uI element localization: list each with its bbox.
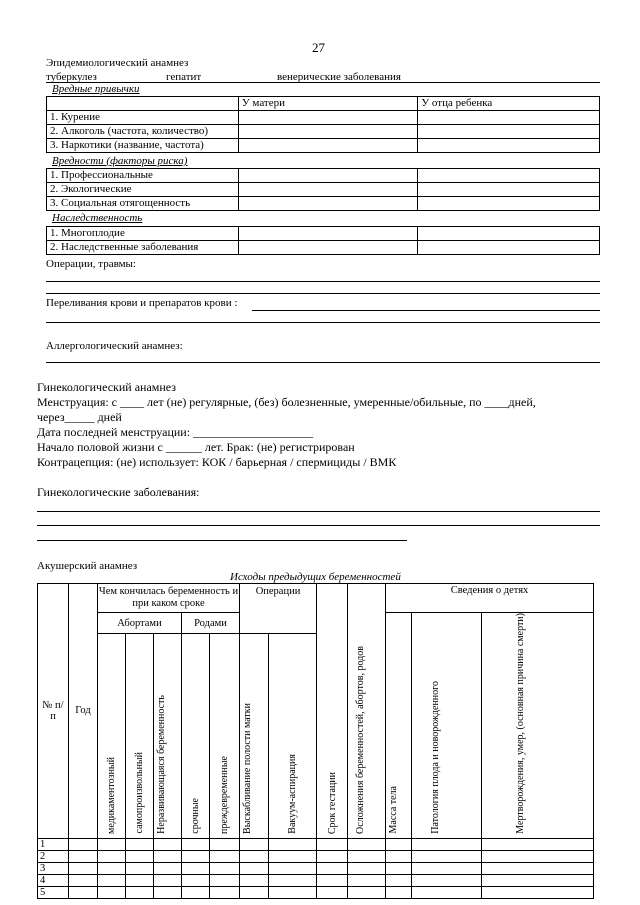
input-cell[interactable] xyxy=(182,838,210,850)
col-curettage-label: Выскабливание полости матки xyxy=(242,702,253,834)
input-cell[interactable] xyxy=(240,886,269,898)
input-cell[interactable] xyxy=(317,862,348,874)
input-cell[interactable] xyxy=(418,197,600,211)
col-curettage xyxy=(240,634,269,838)
hazards-section: Вредности (факторы риска) xyxy=(52,155,188,167)
input-cell[interactable] xyxy=(126,850,154,862)
input-cell[interactable] xyxy=(386,862,412,874)
input-cell[interactable] xyxy=(386,886,412,898)
gyn-title: Гинекологический анамнез xyxy=(37,380,177,394)
row-label: 3. Наркотики (название, частота) xyxy=(47,139,239,153)
input-cell[interactable] xyxy=(317,850,348,862)
input-cell[interactable] xyxy=(69,862,98,874)
input-cell[interactable] xyxy=(386,850,412,862)
transfusions-line-2[interactable] xyxy=(46,322,600,323)
col-complications-label: Осложнения беременностей, абортов, родов xyxy=(354,645,366,834)
input-cell[interactable] xyxy=(412,862,482,874)
habits-header-row xyxy=(47,97,600,111)
input-cell[interactable] xyxy=(182,874,210,886)
col-pathology-label: Патология плода и новорожденного xyxy=(429,680,441,834)
input-cell[interactable] xyxy=(126,874,154,886)
table-row xyxy=(38,874,594,886)
row-number: 3 xyxy=(38,862,69,874)
col-group-ops: Операции xyxy=(240,584,317,634)
input-cell[interactable] xyxy=(240,874,269,886)
operations-line-1[interactable] xyxy=(46,281,600,282)
table-row xyxy=(47,227,600,241)
allergy-line[interactable] xyxy=(46,362,600,363)
col-term xyxy=(182,634,210,838)
table-row xyxy=(38,886,594,898)
input-cell[interactable] xyxy=(269,886,317,898)
input-cell[interactable] xyxy=(348,850,386,862)
input-cell[interactable] xyxy=(348,886,386,898)
gyn-line-2[interactable] xyxy=(37,525,600,526)
row-label: 2. Алкоголь (частота, количество) xyxy=(47,125,239,139)
habits-table xyxy=(46,96,600,153)
input-cell[interactable] xyxy=(238,111,418,125)
input-cell[interactable] xyxy=(69,838,98,850)
transfusions-line-1[interactable] xyxy=(252,310,600,311)
input-cell[interactable] xyxy=(418,139,600,153)
table-row xyxy=(47,139,600,153)
gyn-menstruation: Менструация: с ____ лет (не) регулярные, (без) болезненные, умеренные/обильные, по ____дней, xyxy=(37,395,536,409)
input-cell[interactable] xyxy=(98,850,126,862)
transfusions-label: Переливания крови и препаратов крови : xyxy=(46,297,238,309)
input-cell[interactable] xyxy=(238,169,418,183)
gyn-diseases-label: Гинекологические заболевания: xyxy=(37,485,200,499)
col-preterm-label: преждевременные xyxy=(219,755,230,834)
input-cell[interactable] xyxy=(69,874,98,886)
row-label: 1. Многоплодие xyxy=(47,227,239,241)
habits-col-father: У отца ребенка xyxy=(418,97,600,111)
row-label: 3. Социальная отягощенность xyxy=(47,197,239,211)
input-cell[interactable] xyxy=(386,874,412,886)
row-number: 5 xyxy=(38,886,69,898)
input-cell[interactable] xyxy=(182,850,210,862)
input-cell[interactable] xyxy=(412,838,482,850)
obstetric-table xyxy=(37,583,594,899)
col-group-abort: Абортами xyxy=(98,613,182,634)
input-cell[interactable] xyxy=(126,886,154,898)
gyn-line-1[interactable] xyxy=(37,511,600,512)
operations-label: Операции, травмы: xyxy=(46,258,136,270)
input-cell[interactable] xyxy=(317,838,348,850)
input-cell[interactable] xyxy=(317,886,348,898)
input-cell[interactable] xyxy=(238,139,418,153)
row-number: 4 xyxy=(38,874,69,886)
table-row xyxy=(47,197,600,211)
input-cell[interactable] xyxy=(154,886,182,898)
col-spontaneous xyxy=(126,634,154,838)
table-row xyxy=(38,850,594,862)
table-row xyxy=(38,862,594,874)
gyn-contraception: Контрацепция: (не) использует: КОК / барьерная / спермициды / ВМК xyxy=(37,455,397,469)
input-cell[interactable] xyxy=(182,862,210,874)
input-cell[interactable] xyxy=(98,874,126,886)
input-cell[interactable] xyxy=(317,874,348,886)
allergy-label: Аллергологический анамнез: xyxy=(46,340,183,352)
col-medical-abortion-label: медикаментозный xyxy=(106,756,117,834)
input-cell[interactable] xyxy=(418,111,600,125)
operations-line-2[interactable] xyxy=(46,293,600,294)
input-cell[interactable] xyxy=(210,838,240,850)
epid-title: Эпидемиологический анамнез xyxy=(46,57,189,69)
row-label: 2. Наследственные заболевания xyxy=(47,241,239,255)
table-row xyxy=(47,241,600,255)
input-cell[interactable] xyxy=(269,862,317,874)
input-cell[interactable] xyxy=(69,886,98,898)
input-cell[interactable] xyxy=(240,850,269,862)
input-cell[interactable] xyxy=(418,169,600,183)
input-cell[interactable] xyxy=(238,197,418,211)
input-cell[interactable] xyxy=(418,241,600,255)
table-row xyxy=(47,111,600,125)
input-cell[interactable] xyxy=(210,874,240,886)
obst-title: Акушерский анамнез xyxy=(37,560,138,572)
col-mass xyxy=(386,613,412,839)
habits-header-empty xyxy=(47,97,239,111)
hazards-table xyxy=(46,168,600,211)
row-number: 1 xyxy=(38,838,69,850)
input-cell[interactable] xyxy=(418,183,600,197)
epid-tb: туберкулез xyxy=(46,71,97,83)
input-cell[interactable] xyxy=(412,874,482,886)
col-complications xyxy=(348,584,386,839)
input-cell[interactable] xyxy=(154,838,182,850)
input-cell[interactable] xyxy=(238,227,418,241)
col-term-label: срочные xyxy=(190,797,201,834)
col-nonprogressing xyxy=(154,634,182,838)
input-cell[interactable] xyxy=(238,125,418,139)
input-cell[interactable] xyxy=(126,862,154,874)
col-stillbirth xyxy=(482,613,594,839)
col-gestation xyxy=(317,584,348,839)
input-cell[interactable] xyxy=(238,241,418,255)
gyn-sexual-life: Начало половой жизни с ______ лет. Брак: (не) регистрирован xyxy=(37,440,355,454)
input-cell[interactable] xyxy=(69,850,98,862)
col-stillbirth-label: Мертворождения, умер, (основная причина смерти) xyxy=(514,613,526,834)
col-vacuum xyxy=(269,634,317,838)
page-number: 27 xyxy=(312,40,325,55)
input-cell[interactable] xyxy=(348,862,386,874)
col-gestation-label: Срок гестации xyxy=(326,771,338,834)
gyn-interval: через_____ дней xyxy=(37,410,122,424)
input-cell[interactable] xyxy=(269,850,317,862)
input-cell[interactable] xyxy=(126,838,154,850)
input-cell[interactable] xyxy=(482,874,594,886)
input-cell[interactable] xyxy=(154,862,182,874)
col-vacuum-label: Вакуум-аспирация xyxy=(287,754,298,834)
input-cell[interactable] xyxy=(210,886,240,898)
row-label: 1. Профессиональные xyxy=(47,169,239,183)
input-cell[interactable] xyxy=(238,183,418,197)
epid-hep: гепатит xyxy=(166,71,202,83)
input-cell[interactable] xyxy=(386,838,412,850)
input-cell[interactable] xyxy=(269,838,317,850)
row-number: 2 xyxy=(38,850,69,862)
table-row xyxy=(38,838,594,850)
input-cell[interactable] xyxy=(269,874,317,886)
col-group-children: Сведения о детях xyxy=(386,584,594,613)
input-cell[interactable] xyxy=(348,874,386,886)
input-cell[interactable] xyxy=(482,838,594,850)
input-cell[interactable] xyxy=(154,874,182,886)
col-pathology xyxy=(412,613,482,839)
gyn-last-date: Дата последней менструации: ____________________ xyxy=(37,425,314,439)
input-cell[interactable] xyxy=(482,862,594,874)
col-preterm xyxy=(210,634,240,838)
input-cell[interactable] xyxy=(412,886,482,898)
col-spontaneous-label: самопроизвольный xyxy=(134,752,145,834)
input-cell[interactable] xyxy=(418,125,600,139)
row-label: 1. Курение xyxy=(47,111,239,125)
input-cell[interactable] xyxy=(210,850,240,862)
col-group-birth: Родами xyxy=(182,613,240,634)
gyn-line-3[interactable] xyxy=(37,540,407,541)
col-group-end: Чем кончилась беременность и при каком сроке xyxy=(98,584,240,613)
table-row xyxy=(47,169,600,183)
obst-table-title: Исходы предыдущих беременностей xyxy=(230,571,401,583)
input-cell[interactable] xyxy=(98,886,126,898)
col-num: № п/п xyxy=(38,584,69,839)
input-cell[interactable] xyxy=(418,227,600,241)
input-cell[interactable] xyxy=(182,886,210,898)
heredity-table xyxy=(46,226,600,255)
habits-section: Вредные привычки xyxy=(52,83,140,95)
row-label: 2. Экологические xyxy=(47,183,239,197)
input-cell[interactable] xyxy=(412,850,482,862)
table-row xyxy=(47,183,600,197)
input-cell[interactable] xyxy=(98,862,126,874)
table-row xyxy=(47,125,600,139)
input-cell[interactable] xyxy=(482,886,594,898)
col-year: Год xyxy=(69,584,98,839)
input-cell[interactable] xyxy=(240,862,269,874)
input-cell[interactable] xyxy=(154,850,182,862)
input-cell[interactable] xyxy=(210,862,240,874)
habits-col-mother: У матери xyxy=(238,97,418,111)
col-mass-label: Масса тела xyxy=(387,786,399,834)
input-cell[interactable] xyxy=(240,838,269,850)
input-cell[interactable] xyxy=(98,838,126,850)
col-nonprogressing-label: Неразвивающаяся беременность xyxy=(155,694,167,834)
epid-vd: венерические заболевания xyxy=(277,71,401,83)
heredity-section: Наследственность xyxy=(52,212,143,224)
col-medical-abortion xyxy=(98,634,126,838)
input-cell[interactable] xyxy=(348,838,386,850)
input-cell[interactable] xyxy=(482,850,594,862)
